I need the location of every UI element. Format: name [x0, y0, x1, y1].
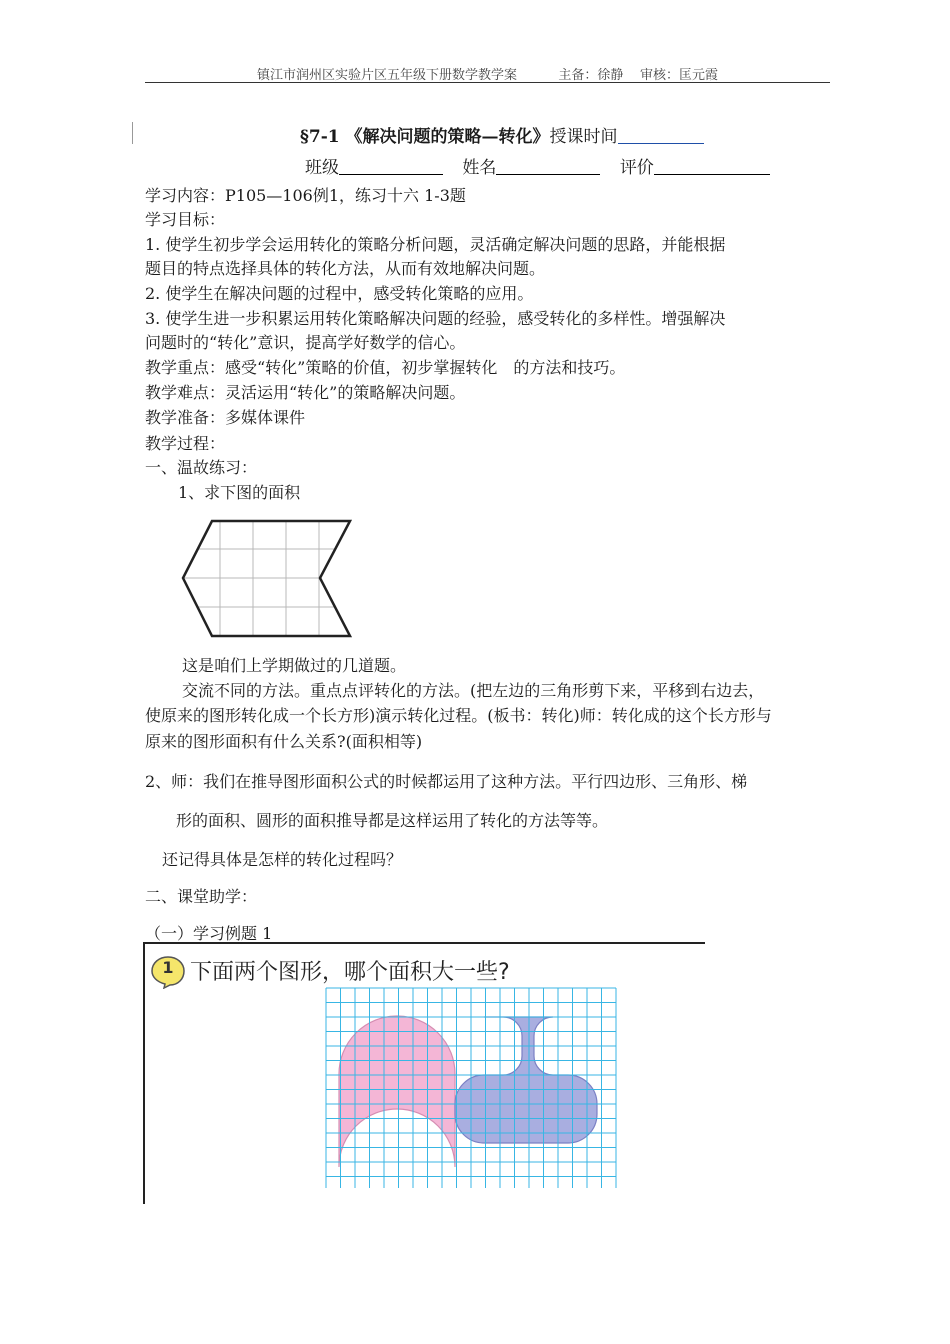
- question-1: 1、求下图的面积: [178, 483, 301, 502]
- paragraph-2c: 原来的图形面积有什么关系?(面积相等): [145, 732, 423, 751]
- question-2c: 还记得具体是怎样的转化过程吗？: [162, 850, 403, 869]
- goal-1a: 1. 使学生初步学会运用转化的策略分析问题，灵活确定解决问题的思路，并能根据: [145, 235, 726, 254]
- margin-mark: [132, 122, 133, 144]
- example-number: 1: [162, 958, 174, 977]
- header-school: 镇江市润州区实验片区五年级下册数学教学案: [257, 68, 518, 83]
- eval-label: 评价: [619, 158, 654, 178]
- part-1-title: 一、温故练习：: [145, 458, 258, 477]
- purple-shape: [455, 1017, 597, 1143]
- student-info: [305, 153, 770, 178]
- goal-2: 2. 使学生在解决问题的过程中，感受转化策略的应用。: [145, 284, 534, 303]
- goals-title: 学习目标：: [145, 210, 226, 229]
- pink-shape: [339, 1016, 455, 1167]
- example-question: 下面两个图形，哪个面积大一些?: [190, 960, 510, 985]
- name-label: 姓名: [462, 158, 497, 178]
- title-name: 《解决问题的策略—转化》: [345, 127, 550, 147]
- class-blank[interactable]: [339, 156, 443, 175]
- name-blank[interactable]: [496, 156, 600, 175]
- part-2-title: 二、课堂助学：: [145, 887, 258, 906]
- process-title: 教学过程：: [145, 434, 226, 453]
- goal-3b: 问题时的“转化”意识，提高学好数学的信心。: [145, 333, 466, 352]
- figure-grid: [180, 518, 355, 640]
- page-header: [145, 64, 830, 83]
- question-2a: 2、师：我们在推导图形面积公式的时候都运用了这种方法。平行四边形、三角形、梯: [145, 772, 748, 791]
- example-grid: [326, 988, 616, 1188]
- goal-1b: 题目的特点选择具体的转化方法，从而有效地解决问题。: [145, 259, 546, 278]
- learning-content: 学习内容：P105—106例1，练习十六 1-3题: [145, 186, 466, 205]
- sub-section-1: （一）学习例题 1: [145, 924, 273, 943]
- time-blank[interactable]: [618, 125, 704, 144]
- example-box-top: [145, 942, 705, 944]
- example-box-left: [143, 942, 145, 1204]
- question-2b: 形的面积、圆形的面积推导都是这样运用了转化的方法等等。: [176, 811, 609, 830]
- paragraph-1: 这是咱们上学期做过的几道题。: [182, 656, 407, 675]
- paragraph-2a: 交流不同的方法。重点点评转化的方法。(把左边的三角形剪下来，平移到右边去，: [182, 681, 765, 700]
- header-review: 审核：匡元霞: [639, 68, 718, 83]
- goal-3a: 3. 使学生进一步积累运用转化策略解决问题的经验，感受转化的多样性。增强解决: [145, 309, 726, 328]
- arrow-shape-figure: [180, 518, 355, 640]
- class-label: 班级: [305, 158, 339, 178]
- preparation: 教学准备：多媒体课件: [145, 408, 306, 427]
- key-point: 教学重点：感受“转化”策略的价值，初步掌握转化 的方法和技巧。: [145, 358, 626, 377]
- header-prep: 主备：徐静: [558, 68, 624, 83]
- difficulty: 教学难点：灵活运用“转化”的策略解决问题。: [145, 383, 466, 402]
- paragraph-2b: 使原来的图形转化成一个长方形)演示转化过程。(板书：转化)师：转化成的这个长方形与: [145, 706, 772, 725]
- title-section: §7-1: [300, 127, 340, 147]
- title-time-label: 授课时间: [549, 127, 618, 147]
- lesson-title: [300, 122, 704, 147]
- header-rule: [145, 82, 830, 83]
- eval-blank[interactable]: [654, 156, 770, 175]
- example-grid-figure: [325, 987, 617, 1189]
